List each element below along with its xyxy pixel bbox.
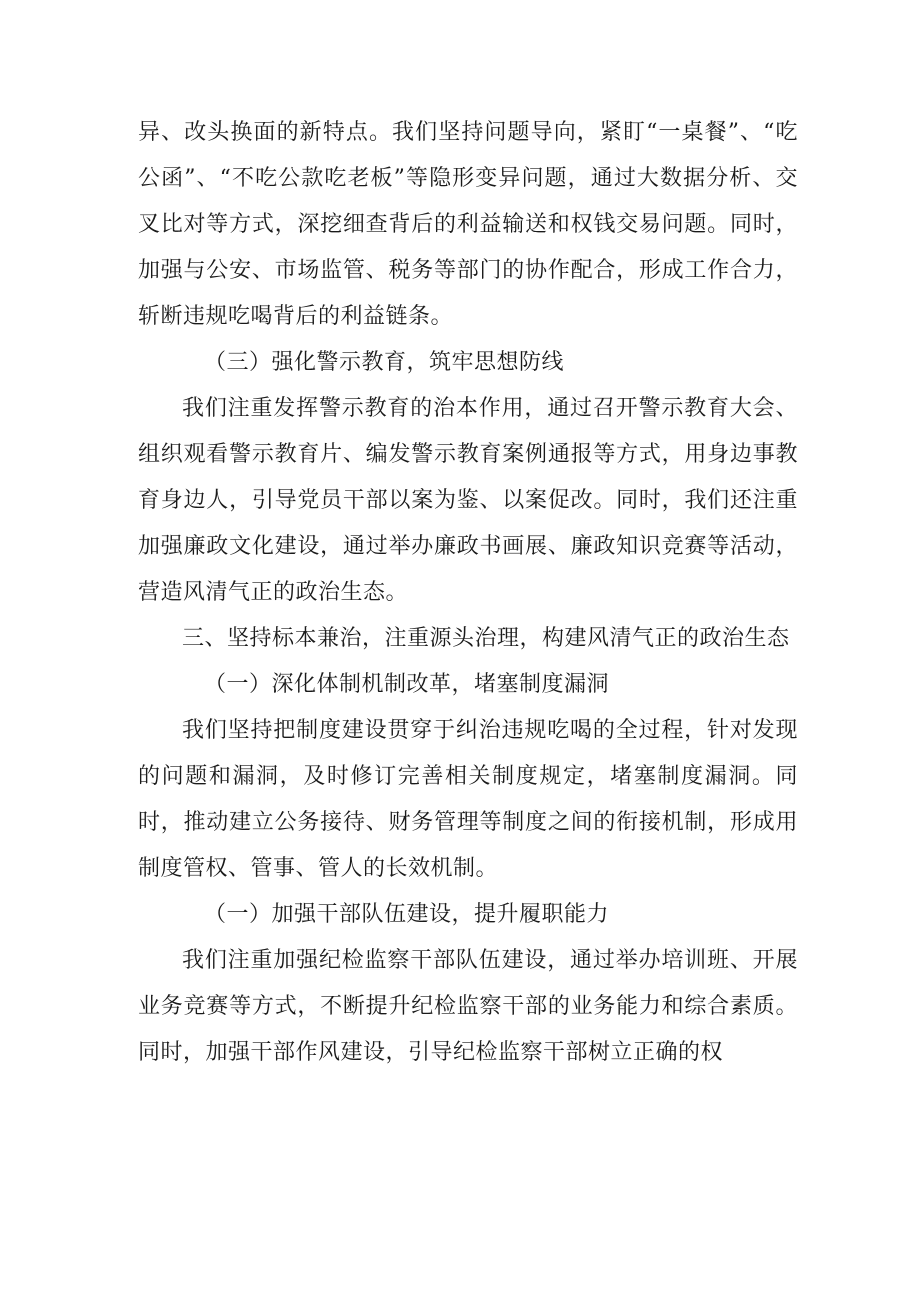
paragraph: 我们注重发挥警示教育的治本作用，通过召开警示教育大会、组织观看警示教育片、编发警示教育案例通报等方式，用身边事教育身边人，引导党员干部以案为鉴、以案促改。同时，我们还注重加强廉政文化建设，通过举办廉政书画展、廉政知识竞赛等活动，营造风清气正的政治生态。 bbox=[138, 396, 798, 605]
paragraph-continued: 异、改头换面的新特点。我们坚持问题导向，紧盯“一桌餐”、“吃公函”、“不吃公款吃老板”等隐形变异问题，通过大数据分析、交叉比对等方式，深挖细查背后的利益输送和权钱交易问题。同时，加强与公安、市场监管、税务等部门的协作配合，形成工作合力，斩断违规吃喝背后的利益链条。 bbox=[138, 120, 798, 329]
section-subheading: （一）深化体制机制改革，堵塞制度漏洞 bbox=[204, 672, 610, 697]
paragraph: 我们坚持把制度建设贯穿于纠治违规吃喝的全过程，针对发现的问题和漏洞，及时修订完善相关制度规定，堵塞制度漏洞。同时，推动建立公务接待、财务管理等制度之间的衔接机制，形成用制度管权、管事、管人的长效机制。 bbox=[138, 718, 798, 881]
section-subheading: （三）强化警示教育，筑牢思想防线 bbox=[204, 350, 565, 375]
section-subheading: （一）加强干部队伍建设，提升履职能力 bbox=[204, 902, 610, 927]
paragraph: 我们注重加强纪检监察干部队伍建设，通过举办培训班、开展业务竞赛等方式，不断提升纪检监察干部的业务能力和综合素质。同时，加强干部作风建设，引导纪检监察干部树立正确的权 bbox=[138, 948, 798, 1065]
document-body bbox=[138, 110, 798, 1076]
section-heading: 三、坚持标本兼治，注重源头治理，构建风清气正的政治生态 bbox=[182, 626, 790, 651]
